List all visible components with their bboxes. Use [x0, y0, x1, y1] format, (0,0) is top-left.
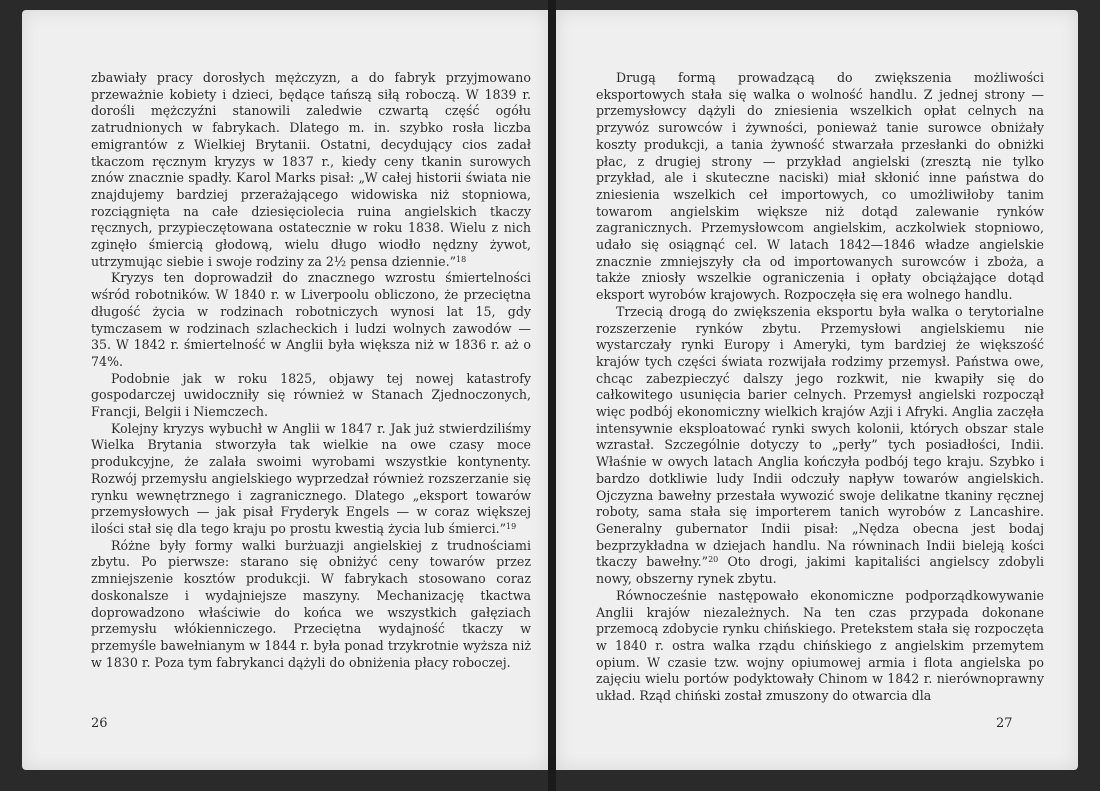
- left-page-text: [91, 70, 531, 671]
- page-number: 27: [996, 716, 1013, 731]
- book-gutter: [548, 0, 556, 791]
- paragraph: Kolejny kryzys wybuchł w Anglii w 1847 r. Jak już stwierdziliśmy Wielka Brytania stworzyła tak wielkie na owe czasy moce produkcyjne, że zalała swoimi wyrobami wszystkie kontynenty. Rozwój przemysłu angielskiego wyprzedzał również rozszerzanie się rynku wewnętrznego i zagranicznego. Dlatego „eksport towarów przemysłowych — jak pisał Fryderyk Engels — w coraz większej ilości stał się dla tego kraju po prostu kwestią życia lub śmierci.”$^{19}$: [91, 420, 531, 536]
- right-page: [556, 10, 1078, 770]
- paragraph: Podobnie jak w roku 1825, objawy tej nowej katastrofy gospodarczej uwidoczniły się również w Stanach Zjednoczonych, Francji, Belgii i Niemczech.: [91, 370, 531, 420]
- footnote-ref: 18: [456, 254, 467, 264]
- right-page-text: [596, 70, 1044, 705]
- paragraph: Trzecią drogą do zwiększenia eksportu była walka o terytorialne rozszerzenie rynków zbytu. Przemysłowi angielskiemu nie wystarczały rynki Europy i Ameryki, tym bardziej że większość krajów tych części świata rozwijała rodzimy przemysł. Państwa owe, chcąc zabezpieczyć dalszy jego rozkwit, nie kwapiły się do całkowitego usunięcia barier celnych. Przemysł angielski rozpoczął więc podbój ekonomiczny wielkich krajów Azji i Afryki. Anglia zaczęła intensywnie eksploatować rynki swych kolonii, których obszar stale wzrastał. Szczególnie dotyczy to „perły” tych posiadłości, Indii. Właśnie w owych latach Anglia kończyła podbój tego kraju. Szybko i bardzo dotkliwie ludy Indii odczuły napływ towarów angielskich. Ojczyzna bawełny przestała wywozić swoje delikatne tkaniny ręcznej roboty, sama stała się importerem tanich wyrobów z Lancashire. Generalny gubernator Indii pisał: „Nędza obecna jest bodaj bezprzykładna w dziejach handlu. Na równinach Indii bieleją kości tkaczy bawełny.”$^{20}$ Oto drogi, jakimi kapitaliści angielscy zdobyli nowy, obszerny rynek zbytu.: [596, 303, 1045, 587]
- footnote-ref: 19: [506, 521, 517, 531]
- paragraph: Drugą formą prowadzącą do zwiększenia możliwości eksportowych stała się walka o wolność handlu. Z jednej strony — przemysłowcy dążyli do zniesienia wszelkich opłat celnych na przywóz surowców i żywności, ponieważ tanie surowce obniżały koszty produkcji, a tania żywność stwarzała przesłanki do obniżki płac, z drugiej strony — przykład angielski (zresztą nie tylko przykład, ale i skuteczne naciski) miał skłonić inne państwa do zniesienia wszelkich ceł importowych, co umożliwiłoby tanim towarom angielskim większe niż dotąd zalewanie rynków zagranicznych. Przemysłowcom angielskim, aczkolwiek stopniowo, udało się osiągnąć cel. W latach 1842—1846 władze angielskie znacznie zmniejszyły cła od importowanych surowców i zboża, a także zniosły wszelkie ograniczenia i opłaty obciążające dotąd eksport wyrobów krajowych. Rozpoczęła się era wolnego handlu.: [596, 70, 1044, 303]
- paragraph: Kryzys ten doprowadził do znacznego wzrostu śmiertelności wśród robotników. W 1840 r. w Liverpoolu obliczono, że przeciętna długość życia w rodzinach robotniczych wynosi lat 15, gdy tymczasem w rodzinach szlacheckich i ludzi wolnych zawodów — 35. W 1842 r. śmiertelność w Anglii była większa niż w 1836 r. aż o 74%.: [91, 270, 531, 369]
- footnote-ref: 20: [708, 555, 719, 565]
- page-number: 26: [91, 716, 108, 731]
- paragraph: Równocześnie następowało ekonomiczne podporządkowywanie Anglii krajów niezależnych. Na ten czas przypada dokonane przemocą zdobycie rynku chińskiego. Pretekstem stała się rozpoczęta w 1840 r. ostra walka rządu chińskiego z angielskim przemytem opium. W czasie tzw. wojny opiumowej armia i flota angielska po zajęciu wielu portów podyktowały Chinom w 1842 r. nierównoprawny układ. Rząd chiński został zmuszony do otwarcia dla: [596, 587, 1044, 704]
- paragraph: Różne były formy walki burżuazji angielskiej z trudnościami zbytu. Po pierwsze: starano się obniżyć ceny towarów przez zmniejszenie kosztów produkcji. W fabrykach stosowano coraz doskonalsze i wydajniejsze maszyny. Mechanizację tkactwa doprowadzono właściwie do końca we wszystkich gałęziach przemysłu włókienniczego. Przeciętna wydajność tkaczy w przemyśle bawełnianym w 1844 r. była ponad trzykrotnie wyższa niż w 1830 r. Poza tym fabrykanci dążyli do obniżenia płacy roboczej.: [91, 537, 531, 670]
- left-page: [22, 10, 548, 770]
- paragraph: zbawiały pracy dorosłych mężczyzn, a do fabryk przyjmowano przeważnie kobiety i dzieci, będące tańszą siłą roboczą. W 1839 r. dorośli mężczyźni stanowili zaledwie czwartą część ogółu zatrudnionych w fabrykach. Dlatego m. in. szybko rosła liczba emigrantów z Wielkiej Brytanii. Ostatni, decydujący cios zadał tkaczom ręcznym kryzys w 1837 r., kiedy ceny tkanin surowych znów znacznie spadły. Karol Marks pisał: „W całej historii świata nie znajdujemy bardziej przerażającego widowiska niż stopniowa, rozciągnięta na całe dziesięciolecia ruina angielskich tkaczy ręcznych, przypieczętowana ostatecznie w roku 1838. Wielu z nich zginęło śmiercią głodową, wielu długo wiodło nędzny żywot, utrzymując siebie i swoje rodziny za 2½ pensa dziennie.”$^{18}$: [91, 70, 531, 269]
